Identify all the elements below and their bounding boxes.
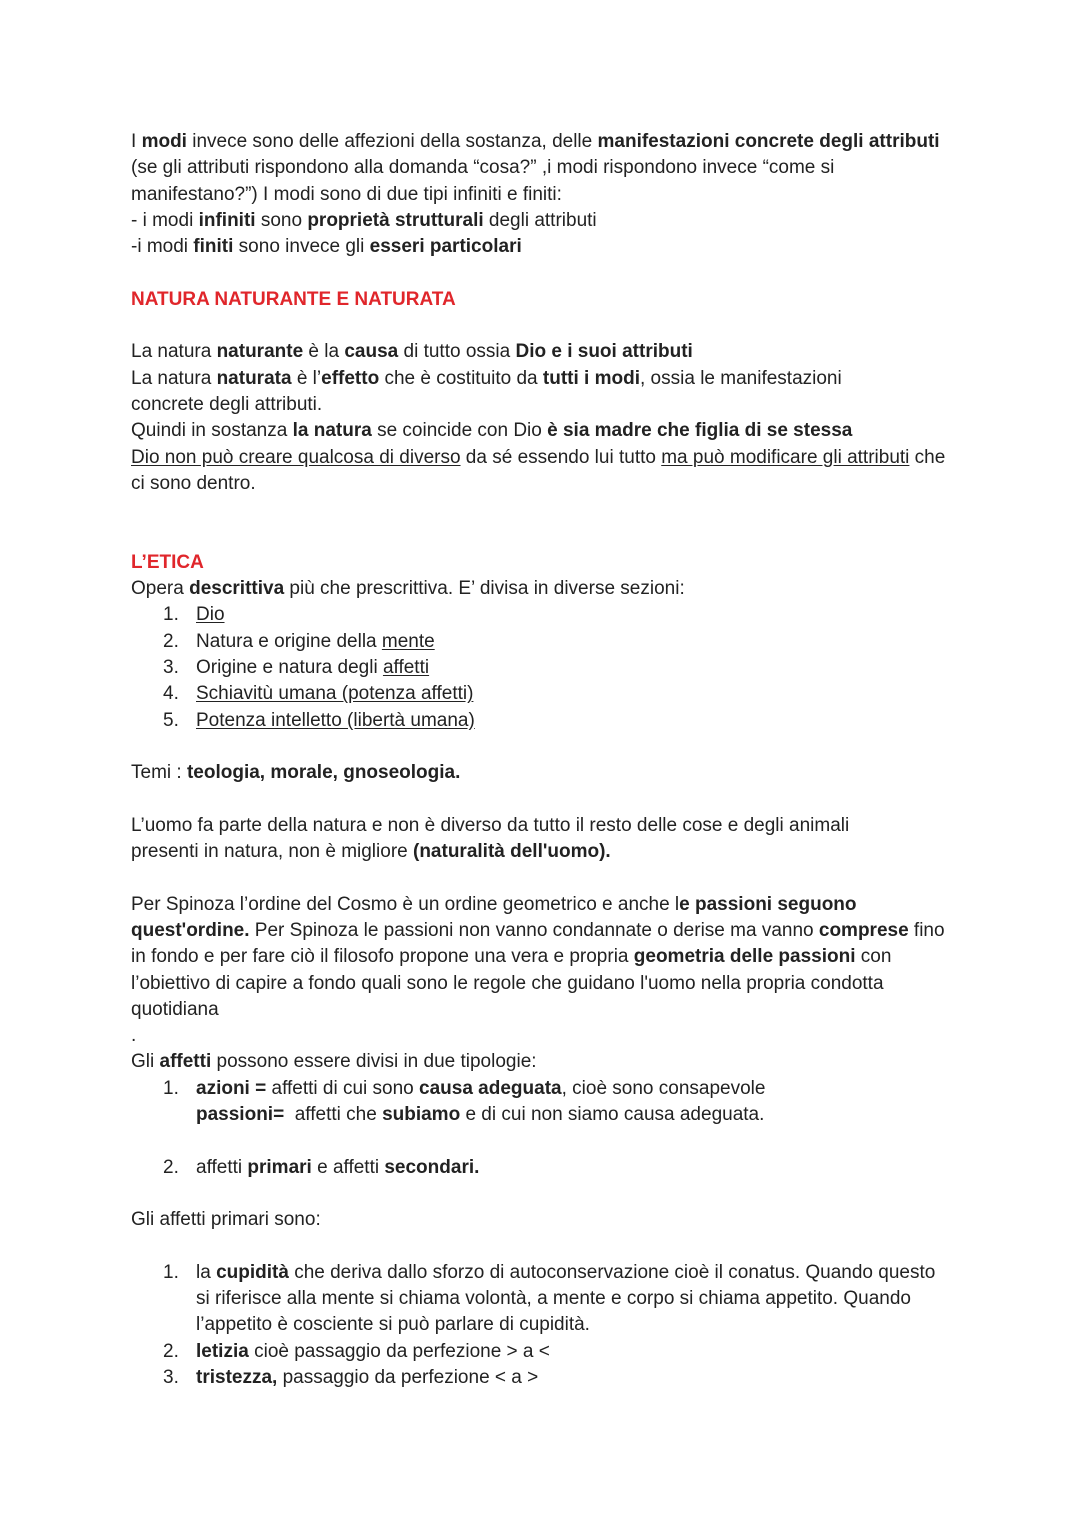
list-number: 3.	[163, 656, 179, 678]
text: Quindi in sostanza	[131, 420, 293, 442]
list-number: 1.	[163, 604, 179, 626]
bold-text: naturante	[216, 341, 304, 363]
etica-intro	[131, 576, 961, 602]
primari-intro: Gli affetti primari sono:	[131, 1209, 321, 1231]
text: se coincide con Dio	[371, 420, 548, 442]
text: -i modi	[131, 236, 194, 258]
list-item	[131, 1155, 961, 1181]
text: , ossia le manifestazioni concrete degli attributi.	[131, 367, 842, 415]
temi-line	[131, 760, 961, 786]
text: la	[196, 1261, 217, 1283]
bold-text: teologia, morale, gnoseologia.	[186, 762, 461, 784]
list-item	[131, 629, 961, 655]
text: con l’obiettivo di capire a fondo quali sono le regole che guidano l'uomo nella propria condotta quotidiana	[131, 946, 892, 1020]
spacer	[131, 313, 961, 339]
text: che ci sono dentro.	[131, 446, 946, 494]
text: L’uomo fa parte della natura e non è diverso da tutto il resto delle cose e degli animali presenti in natura, non è migliore	[131, 814, 850, 863]
list-number: 2.	[163, 630, 179, 652]
dio-creare-line	[131, 445, 961, 498]
text: La natura	[131, 367, 217, 389]
text: passaggio da perfezione < a >	[277, 1366, 539, 1388]
list-number: 4.	[163, 683, 179, 705]
text: Per Spinoza le passioni non vanno condannate o derise ma vanno	[249, 919, 819, 941]
text: Gli	[131, 1051, 160, 1073]
bold-text: manifestazioni concrete degli attributi	[597, 131, 940, 152]
bold-text: causa	[344, 341, 399, 363]
text: da sé essendo lui tutto	[460, 446, 662, 468]
text: e affetti	[311, 1156, 385, 1178]
list-item	[131, 1260, 936, 1339]
list-number: 5.	[163, 709, 179, 731]
list-item	[131, 1339, 961, 1365]
text: Opera	[131, 578, 190, 600]
passioni-paragraph	[131, 892, 953, 1023]
bold-text: subiamo	[382, 1103, 461, 1125]
text: Origine e natura degli	[196, 656, 383, 678]
text: è la	[303, 341, 345, 363]
spacer	[131, 786, 961, 812]
text: degli attributi	[483, 209, 597, 231]
bold-text: tristezza,	[196, 1366, 278, 1388]
bold-text: tutti i modi	[542, 367, 640, 389]
text: di tutto ossia	[398, 341, 516, 363]
natura-naturante-line	[131, 339, 961, 365]
bold-text: modi	[141, 131, 187, 152]
spacer	[131, 865, 961, 891]
list-number: 3.	[163, 1366, 179, 1388]
list-item	[131, 1365, 961, 1391]
underlined-text: ma può modificare gli attributi	[661, 446, 910, 468]
spacer	[131, 734, 961, 760]
heading-etica: L’ETICA	[131, 551, 204, 573]
heading-natura: NATURA NATURANTE E NATURATA	[131, 288, 456, 310]
modi-finiti-line	[131, 234, 961, 260]
spacer	[131, 260, 961, 286]
text: affetti	[196, 1156, 248, 1178]
list-number: 1.	[163, 1261, 179, 1283]
natura-madre-line	[131, 418, 961, 444]
list-number: 2.	[163, 1340, 179, 1362]
bold-text: descrittiva	[189, 578, 285, 600]
bold-text: cupidità	[216, 1261, 289, 1283]
underlined-text: Potenza intelletto (libertà umana)	[196, 709, 475, 731]
tipologie-list	[131, 1076, 961, 1181]
text: più che prescrittiva. E’ divisa in diverse sezioni:	[284, 578, 685, 600]
bold-text: la natura	[292, 420, 372, 442]
bold-text: e passioni seguono quest'ordine.	[131, 893, 857, 941]
list-number: 1.	[163, 1077, 179, 1099]
text: Per Spinoza l’ordine del Cosmo è un ordine geometrico e anche l	[131, 893, 680, 915]
bold-text: infiniti	[198, 209, 256, 231]
text: sono invece gli	[233, 236, 370, 258]
bold-text: Dio e i suoi attributi	[515, 341, 693, 363]
bold-text: azioni =	[196, 1077, 267, 1099]
spacer	[131, 497, 961, 523]
modi-infiniti-line	[131, 208, 961, 234]
underlined-text: Dio non può creare qualcosa di diverso	[131, 446, 461, 468]
bold-text: proprietà strutturali	[307, 209, 484, 231]
text: - i modi	[131, 209, 199, 231]
text: possono essere divisi in due tipologie:	[211, 1051, 537, 1073]
text: (se gli attributi rispondono alla domanda “cosa?” ,i modi rispondono invece “come si manifestano?”) I modi sono di due tipi infiniti e finiti:	[131, 157, 835, 205]
text: è l’	[291, 367, 322, 389]
text: Natura e origine della	[196, 630, 382, 652]
list-item	[131, 602, 961, 628]
dot-line: .	[131, 1025, 137, 1047]
bold-text: è sia madre che figlia di se stessa	[547, 420, 853, 442]
spacer	[131, 1181, 961, 1207]
text: , cioè sono consapevole	[561, 1077, 766, 1099]
list-item	[131, 708, 961, 734]
primari-list	[131, 1260, 961, 1391]
bold-text: comprese	[818, 919, 909, 941]
document-page	[131, 129, 961, 1391]
bold-text: affetti	[159, 1051, 212, 1073]
underlined-text: mente	[381, 630, 435, 652]
sezioni-list	[131, 602, 961, 733]
affetti-intro	[131, 1049, 961, 1075]
underlined-text: Dio	[196, 604, 225, 626]
text: La natura	[131, 341, 217, 363]
underlined-text: Schiavitù umana (potenza affetti)	[196, 683, 474, 705]
text: sono	[255, 209, 308, 231]
spacer	[131, 523, 961, 549]
bold-text: naturata	[216, 367, 292, 389]
text: affetti che	[284, 1103, 383, 1125]
spacer	[131, 1233, 961, 1259]
bold-text: esseri particolari	[369, 236, 522, 258]
list-item	[131, 1076, 961, 1129]
bold-text: passioni=	[196, 1103, 285, 1125]
text: fino in fondo e per fare ciò il filosofo propone una vera e propria	[131, 919, 945, 968]
bold-text: primari	[247, 1156, 312, 1178]
modi-paragraph	[131, 129, 961, 208]
list-item	[131, 655, 961, 681]
bold-text: (naturalità dell'uomo).	[413, 841, 611, 863]
text: I	[131, 131, 142, 152]
list-number: 2.	[163, 1156, 179, 1178]
text: e di cui non siamo causa adeguata.	[460, 1103, 765, 1125]
text: invece sono delle affezioni della sostanza, delle	[186, 131, 598, 152]
bold-text: letizia	[196, 1340, 249, 1362]
bold-text: secondari.	[384, 1156, 480, 1178]
bold-text: finiti	[193, 236, 234, 258]
list-item	[131, 681, 961, 707]
text: che deriva dallo sforzo di autoconservazione cioè il conatus. Quando questo si riferisce alla mente si chiama volontà, a mente e corpo si chiama appetito. Quando l’appetito è cosciente si può parlare di cupidità.	[196, 1261, 936, 1336]
text: che è costituito da	[379, 367, 543, 389]
uomo-paragraph	[131, 813, 901, 866]
bold-text: causa adeguata	[419, 1077, 562, 1099]
natura-naturata-line	[131, 366, 891, 419]
text: cioè passaggio da perfezione > a <	[248, 1340, 550, 1362]
underlined-text: affetti	[382, 656, 430, 678]
text: Temi :	[131, 762, 187, 784]
bold-text: effetto	[321, 367, 380, 389]
bold-text: geometria delle passioni	[633, 946, 856, 968]
text: affetti di cui sono	[266, 1077, 420, 1099]
